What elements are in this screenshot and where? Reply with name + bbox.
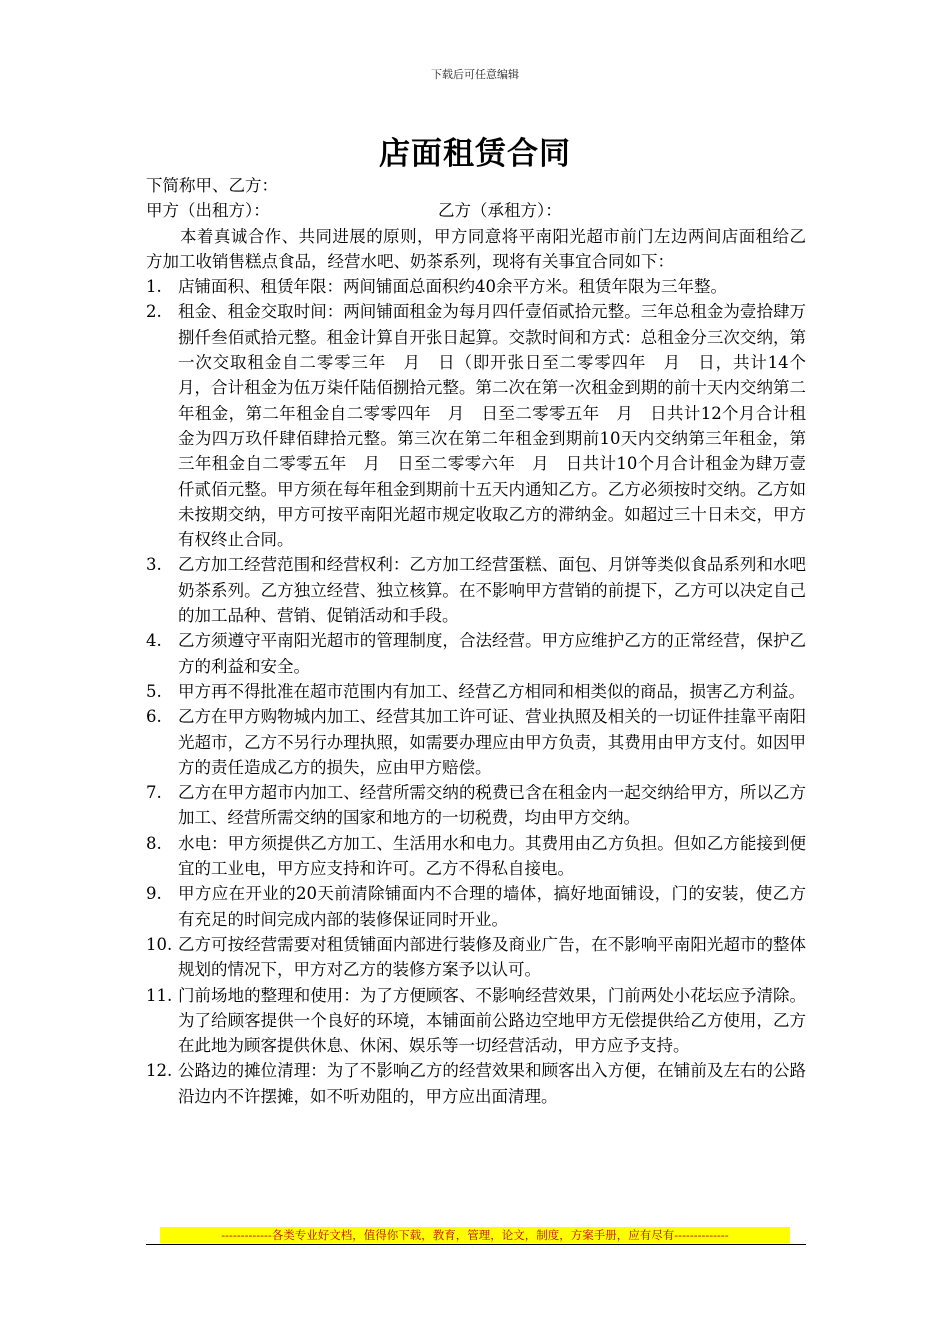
clause-list [146, 274, 806, 1109]
clause-text: 门前场地的整理和使用：为了方便顾客、不影响经营效果，门前两处小花坛应予清除。为了给顾客提供一个良好的环境，本铺面前公路边空地甲方无偿提供给乙方使用，乙方在此地为顾客提供休息、休闲、娱乐等一切经营活动，甲方应予支持。 [178, 985, 806, 1056]
clause-item [146, 831, 806, 882]
contract-body [146, 173, 806, 1109]
footer-divider [146, 1244, 806, 1245]
party-a-label: 甲方（出租方）： [146, 201, 270, 221]
clause-number: 10. [146, 934, 173, 954]
clause-number: 5. [146, 681, 162, 701]
clause-number: 6. [146, 707, 162, 727]
clause-text: 乙方须遵守平南阳光超市的管理制度，合法经营。甲方应维护乙方的正常经营，保护乙方的利益和安全。 [178, 631, 806, 676]
clause-number: 2. [146, 302, 162, 322]
clause-item [146, 552, 806, 628]
clause-text: 水电：甲方须提供乙方加工、生活用水和电力。其费用由乙方负担。但如乙方能接到便宜的工业电，甲方应支持和许可。乙方不得私自接电。 [178, 833, 806, 879]
clause-text: 乙方加工经营范围和经营权利：乙方加工经营蛋糕、面包、月饼等类似食品系列和水吧奶茶系列。乙方独立经营、独立核算。在不影响甲方营销的前提下，乙方可以决定自己的加工品种、营销、促销活动和手段。 [178, 555, 806, 626]
clause-item [146, 628, 806, 679]
parties-line [146, 198, 806, 223]
clause-number: 8. [146, 833, 162, 853]
clause-text: 甲方应在开业的20天前清除铺面内不合理的墙体，搞好地面铺设，门的安装，使乙方有充足的时间完成内部的装修保证同时开业。 [178, 884, 806, 929]
document-title: 店面租赁合同 [379, 136, 571, 172]
clause-number: 11. [146, 985, 173, 1005]
clause-item [146, 274, 806, 299]
clause-item [146, 704, 806, 780]
clause-item [146, 881, 806, 932]
clause-number: 3. [146, 555, 162, 575]
parties-intro: 下简称甲、乙方： [146, 176, 278, 195]
clause-number: 12. [146, 1061, 173, 1081]
header-note: 下载后可任意编辑 [431, 68, 519, 81]
clause-number: 1. [146, 277, 162, 297]
clause-number: 7. [146, 783, 162, 803]
clause-item [146, 780, 806, 831]
clause-text: 乙方在甲方购物城内加工、经营其加工许可证、营业执照及相关的一切证件挂靠平南阳光超市，乙方不另行办理执照，如需要办理应由甲方负责，其费用由甲方支付。如因甲方的责任造成乙方的损失，应由甲方赔偿。 [178, 707, 806, 777]
clause-item [146, 983, 806, 1059]
clause-text: 店铺面积、租赁年限：两间铺面总面积约40余平方米。租赁年限为三年整。 [178, 277, 727, 297]
clause-item [146, 1058, 806, 1109]
clause-text: 乙方可按经营需要对租赁铺面内部进行装修及商业广告，在不影响平南阳光超市的整体规划的情况下，甲方对乙方的装修方案予以认可。 [178, 934, 806, 980]
clause-item [146, 679, 806, 704]
clause-text: 租金、租金交取时间：两间铺面租金为每月四仟壹佰贰拾元整。三年总租金为壹拾肆万捌仟叁佰贰拾元整。租金计算自开张日起算。交款时间和方式：总租金分三次交纳，第一次交取租金自二零零三年 月 日（即开张日至二零零四年 月 日，共计14个月，合计租金为伍万柒仟陆佰捌拾元整。第二次在第一次租金到期的前十天内交纳第二年租金，第二年租金自二零零四年 月 日至二零零五年 月 日共计12个月合计租金为四万玖仟肆佰肆拾元整。第三次在第二年租金到期前10天内交纳第三年租金，第三年租金自二零零五年 月 日至二零零六年 月 日共计10个月合计租金为肆万壹仟贰佰元整。甲方须在每年租金到期前十五天内通知乙方。乙方必须按时交纳。乙方如未按期交纳，甲方可按平南阳光超市规定收取乙方的滞纳金。如超过三十日未交，甲方有权终止合同。 [178, 302, 806, 550]
clause-item [146, 932, 806, 983]
footer-banner: -------------各类专业好文档，值得你下载，教育，管理，论文，制度，方案手册，应有尽有-------------- [160, 1227, 790, 1243]
clause-text: 公路边的摊位清理：为了不影响乙方的经营效果和顾客出入方便，在铺前及左右的公路沿边内不许摆摊，如不听劝阻的，甲方应出面清理。 [178, 1061, 806, 1106]
clause-number: 4. [146, 631, 162, 651]
intro-paragraph: 本着真诚合作、共同进展的原则，甲方同意将平南阳光超市前门左边两间店面租给乙方加工收销售糕点食品，经营水吧、奶茶系列，现将有关事宜合同如下： [146, 226, 806, 271]
clause-item [146, 299, 806, 552]
clause-text: 甲方再不得批准在超市范围内有加工、经营乙方相同和相类似的商品，损害乙方利益。 [178, 681, 805, 701]
clause-text: 乙方在甲方超市内加工、经营所需交纳的税费已含在租金内一起交纳给甲方，所以乙方加工、经营所需交纳的国家和地方的一切税费，均由甲方交纳。 [178, 783, 806, 828]
party-b-label: 乙方（承租方）： [438, 201, 562, 221]
clause-number: 9. [146, 884, 162, 904]
